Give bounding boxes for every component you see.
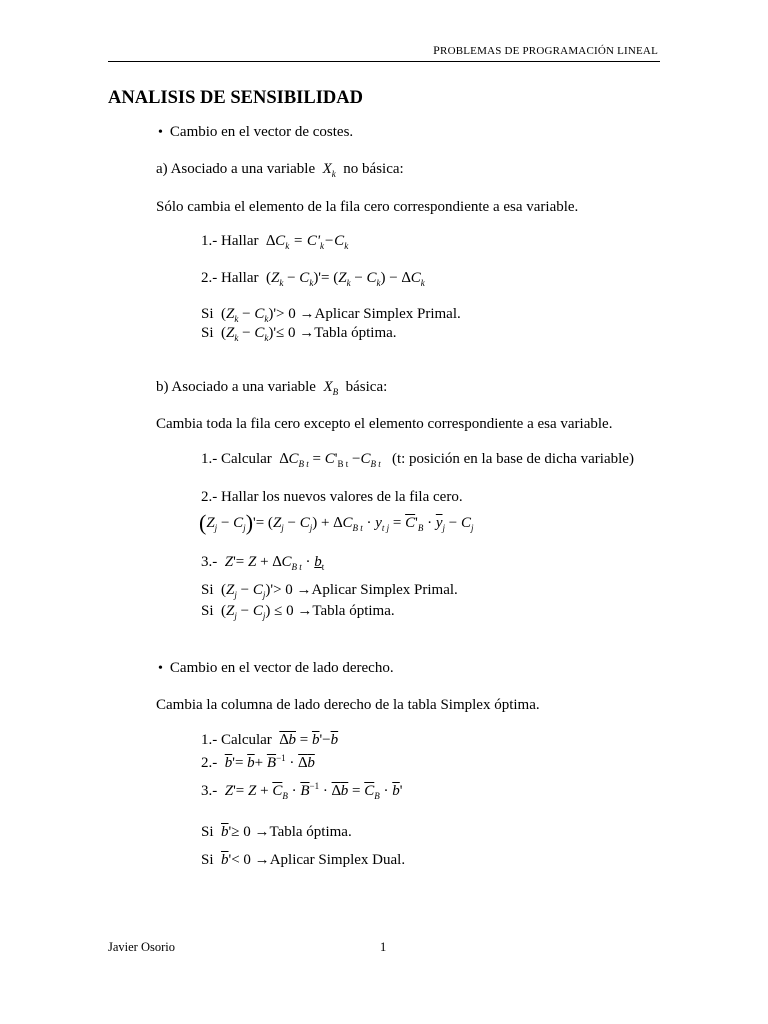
rhs-step3: 3.- $Z'= Z + \overline{C}_B \cdot \overline{B}^{-1} \cdot \Delta b = \overline{C}_B \cdot \overline{b}'$: [201, 781, 403, 801]
si-label: Si: [201, 603, 214, 619]
costs-a-step2: [201, 270, 425, 288]
costs-a-heading-pre: a) Asociado a una variable: [156, 161, 316, 177]
costs-b-step2-formula: $(Z_j - C_j)'= (Z_j - C_j) + \Delta C_{B t} \cdot y_{t j} = \overline{C}'_B \cdot \overline{y}_j - C_j$: [199, 510, 474, 535]
header-rule: [108, 61, 660, 62]
si-label: Si: [201, 306, 214, 322]
rhs-step1-label: 1.- Calcular: [201, 732, 272, 748]
si-label: Si: [201, 582, 214, 598]
costs-a-desc: Sólo cambia el elemento de la fila cero correspondiente a esa variable.: [156, 199, 579, 215]
bullet-rhs: [158, 660, 394, 677]
rhs-step2-label: 2.-: [201, 755, 218, 771]
costs-b-step3: 3.- $Z'= Z + \Delta C_{B t} \cdot b_t$: [201, 554, 325, 572]
costs-a-si1: Si $(Z_k - C_k)'> 0$ →Aplicar Simplex Primal.: [201, 306, 461, 324]
bullet-dot: •: [158, 661, 170, 676]
costs-b-si1-result: Aplicar Simplex Primal.: [311, 582, 458, 598]
footer-author: Javier Osorio: [108, 940, 175, 954]
costs-a-heading: [156, 161, 404, 179]
costs-a-si2: Si $(Z_k - C_k)'\le 0$ →Tabla óptima.: [201, 325, 397, 343]
costs-a-heading-post: no básica:: [343, 161, 404, 177]
costs-b-step1-label: 1.- Calcular: [201, 451, 272, 467]
rhs-step2: 2.- $\overline{b}'= \overline{b}+ \overline{B}^{-1} \cdot \Delta b$: [201, 753, 315, 771]
costs-b-heading-post: básica:: [345, 379, 388, 395]
costs-a-si2-result: Tabla óptima.: [314, 325, 397, 341]
costs-a-si1-result: Aplicar Simplex Primal.: [314, 306, 461, 322]
costs-b-si1: Si $(Z_j - C_j)'> 0$ →Aplicar Simplex Primal.: [201, 582, 458, 600]
costs-b-si2: Si $(Z_j - C_j) \le 0$ →Tabla óptima.: [201, 603, 395, 621]
costs-b-heading-pre: b) Asociado a una variable: [156, 379, 316, 395]
si-label: Si: [201, 824, 214, 840]
rhs-step3-label: 3.-: [201, 783, 218, 799]
si-label: Si: [201, 325, 214, 341]
costs-b-step1-note: (t: posición en la base de dicha variable): [391, 451, 634, 467]
rhs-si1: Si $\overline{b}'\ge 0$ →Tabla óptima.: [201, 824, 352, 840]
bullet-costs: [158, 124, 353, 141]
costs-b-step3-label: 3.-: [201, 554, 218, 570]
si-label: Si: [201, 852, 214, 868]
costs-a-var: $X_k$: [322, 161, 336, 179]
costs-b-heading: [156, 379, 387, 397]
running-header: [433, 43, 658, 58]
header-first-letter: P: [433, 43, 441, 57]
footer-page-number: 1: [380, 940, 387, 954]
rhs-step1: 1.- Calcular $\Delta b = \overline{b}'-\overline{b}$: [201, 732, 339, 748]
costs-a-step2-formula: $(Z_k - C_k)'= (Z_k - C_k) - \Delta C_k$: [265, 270, 425, 288]
costs-b-var: $X_B$: [323, 379, 339, 397]
costs-a-step1-label: 1.- Hallar: [201, 233, 259, 249]
costs-a-step1: [201, 233, 348, 251]
bullet-rhs-text: Cambio en el vector de lado derecho.: [169, 660, 394, 676]
costs-b-si2-result: Tabla óptima.: [312, 603, 395, 619]
section-title: ANALISIS DE SENSIBILIDAD: [108, 88, 363, 108]
costs-a-step2-label: 2.- Hallar: [201, 270, 259, 286]
bullet-costs-text: Cambio en el vector de costes.: [169, 124, 354, 140]
costs-a-step1-formula: $\Delta C_k = C'_k-C_k$: [265, 233, 349, 251]
rhs-si1-result: Tabla óptima.: [269, 824, 352, 840]
costs-b-desc: Cambia toda la fila cero excepto el elemento correspondiente a esa variable.: [156, 416, 613, 432]
costs-b-step1: 1.- Calcular $\Delta C_{B t} = C'_{B t} -C_{B t}$ (t: posición en la base de dicha variable): [201, 451, 634, 469]
costs-b-step2-label: 2.- Hallar los nuevos valores de la fila cero.: [201, 489, 463, 505]
rhs-si2-result: Aplicar Simplex Dual.: [269, 852, 406, 868]
rhs-si2: Si $\overline{b}'< 0$ →Aplicar Simplex Dual.: [201, 852, 406, 868]
rhs-desc: Cambia la columna de lado derecho de la tabla Simplex óptima.: [156, 697, 540, 713]
header-rest: ROBLEMAS DE PROGRAMACIÓN LINEAL: [440, 45, 658, 57]
bullet-dot: •: [158, 125, 170, 140]
